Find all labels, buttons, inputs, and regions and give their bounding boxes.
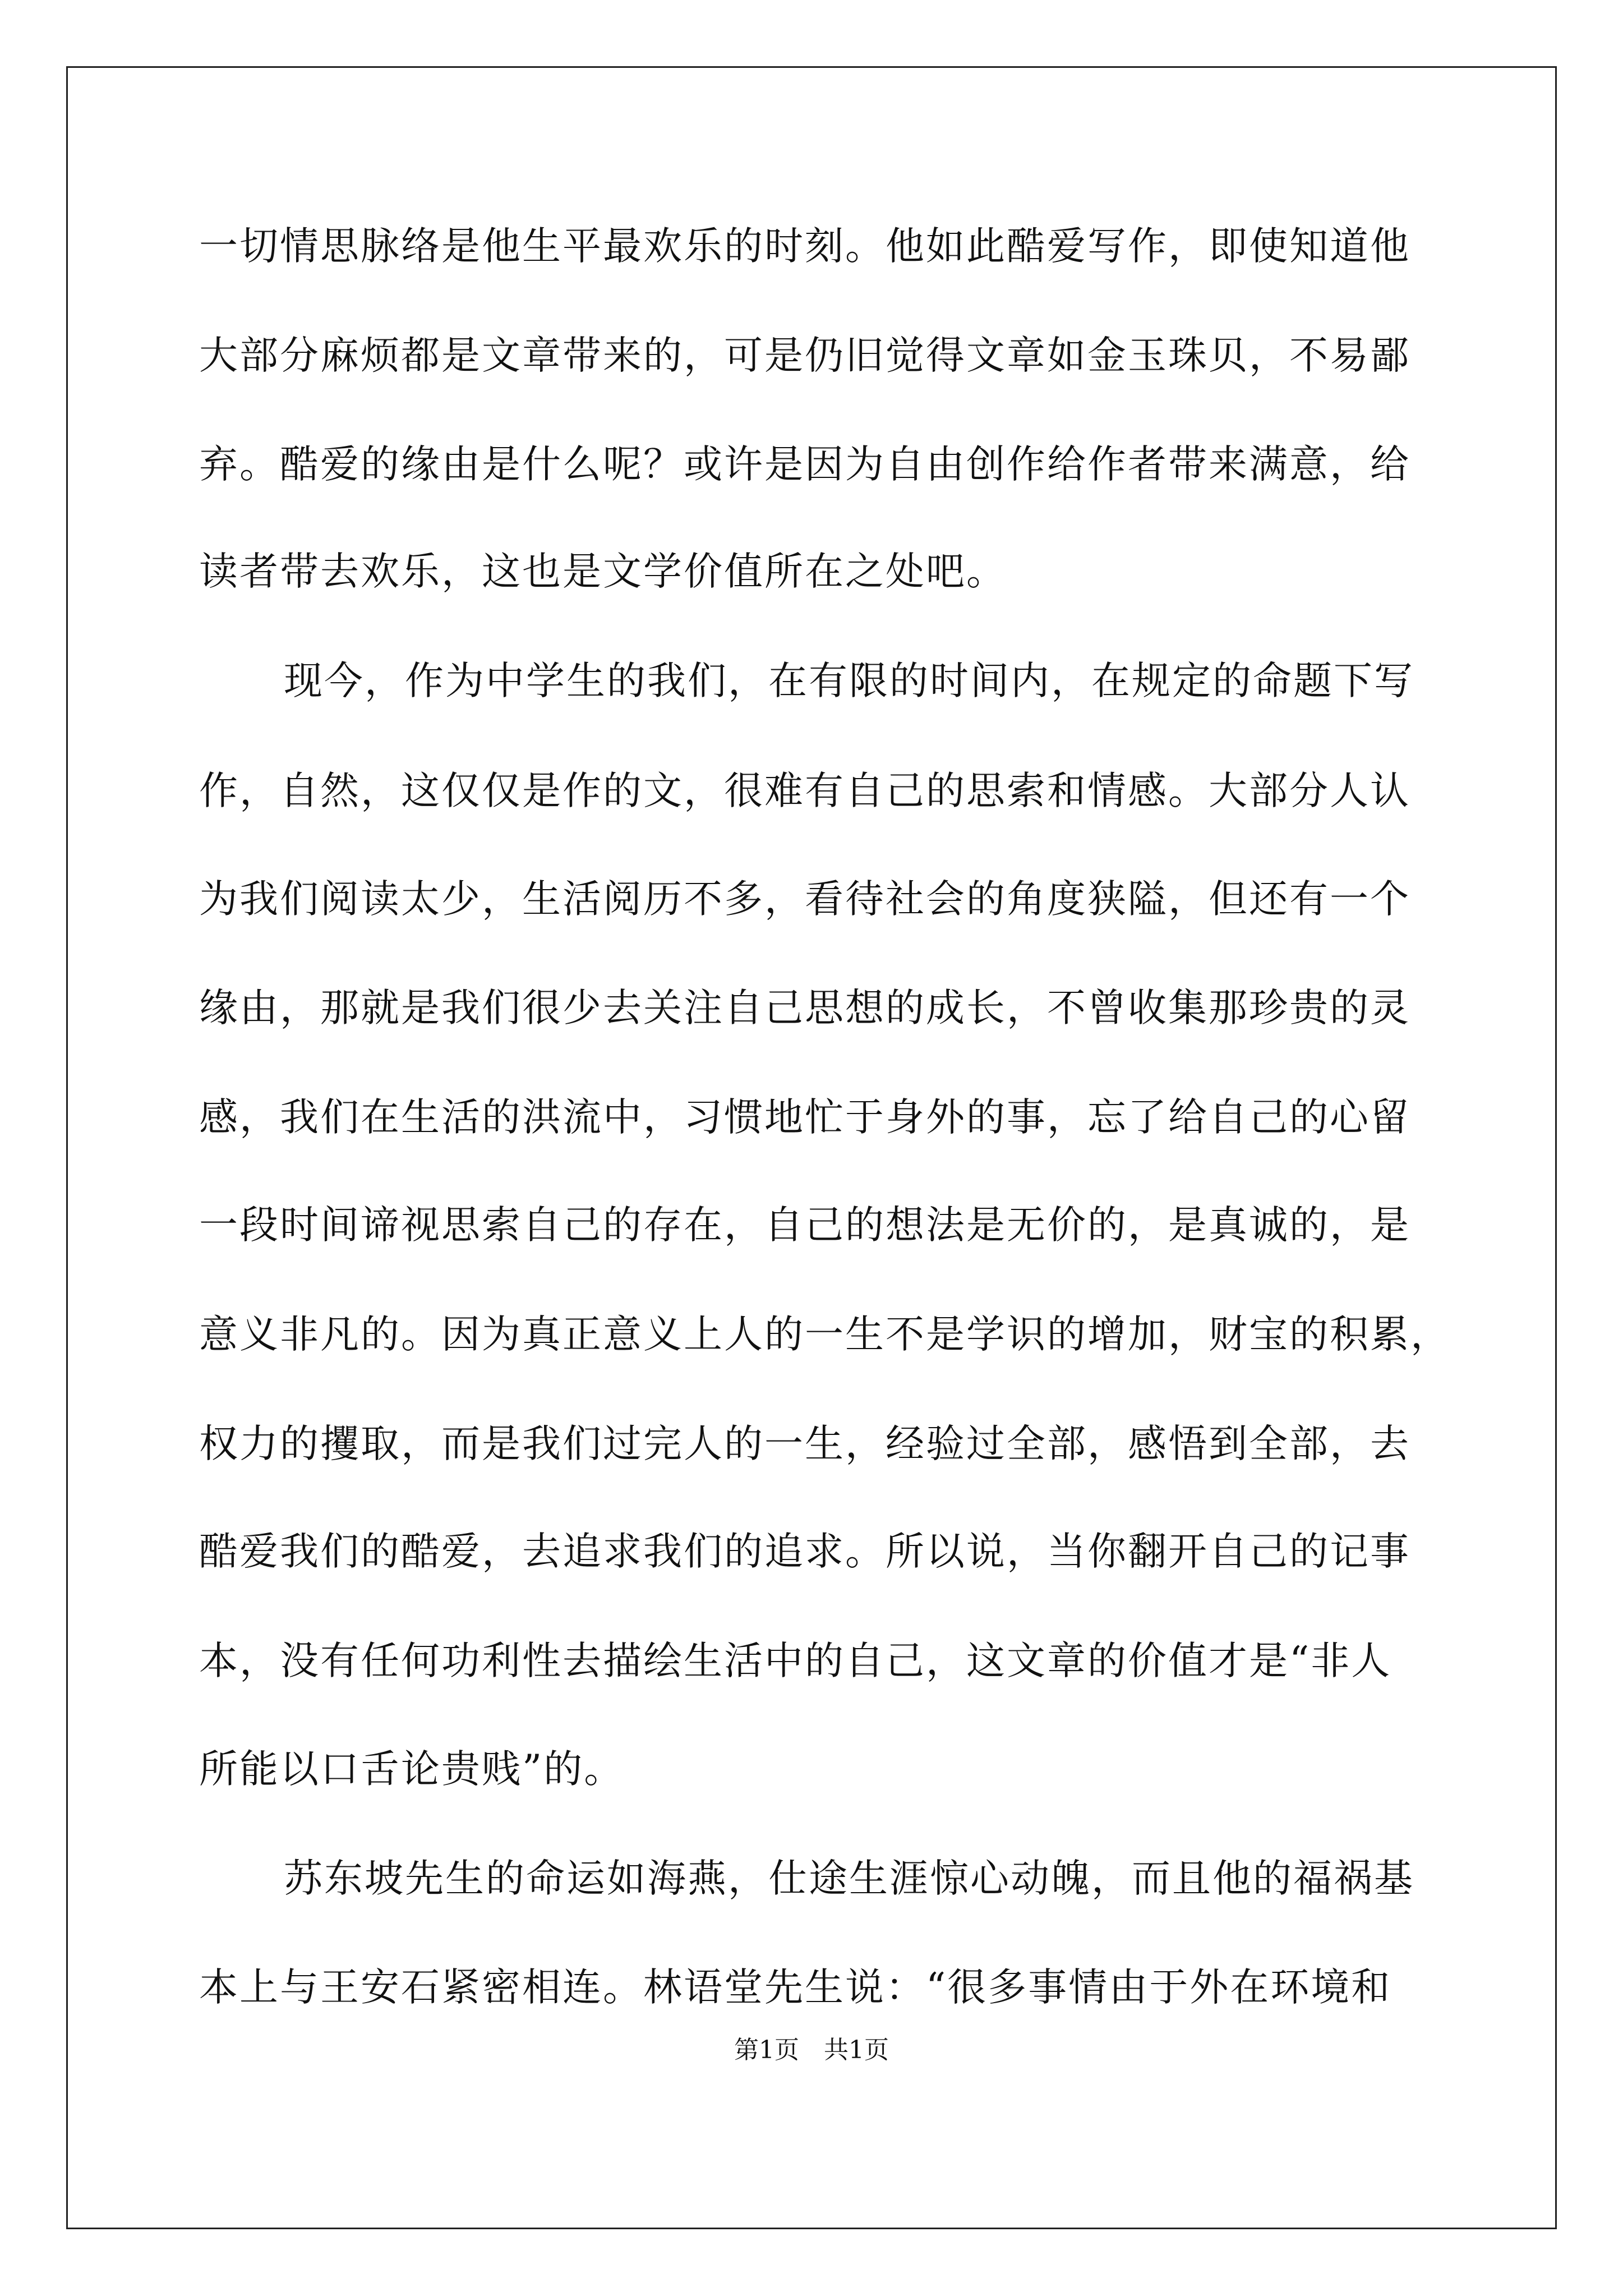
text-line: 本，没有任何功利性去描绘生活中的自己，这文章的价值才是“非人 [199,1639,1392,1683]
paragraph-start-line: 苏东坡先生的命运如海燕，仕途生涯惊心动魄，而且他的福祸基 [284,1856,1414,1901]
text-line: 一段时间谛视思索自己的存在，自己的想法是无价的，是真诚的，是 [199,1203,1410,1248]
text-line: 权力的攫取，而是我们过完人的一生，经验过全部，感悟到全部，去 [199,1421,1410,1466]
paragraph-start-line: 现今，作为中学生的我们，在有限的时间内，在规定的命题下写 [284,659,1414,703]
text-line: 本上与王安石紧密相连。林语堂先生说：“很多事情由于外在环境和 [199,1965,1392,2010]
text-line: 所能以口舌论贵贱”的。 [199,1747,625,1792]
text-line: 作，自然，这仅仅是作的文，很难有自己的思索和情感。大部分人认 [199,769,1410,813]
text-line: 大部分麻烦都是文章带来的，可是仍旧觉得文章如金玉珠贝，不易鄙 [199,333,1410,378]
text-line: 意义非凡的。因为真正意义上人的一生不是学识的增加，财宝的积累， [199,1312,1451,1357]
text-line: 感，我们在生活的洪流中，习惯地忙于身外的事，忘了给自己的心留 [199,1095,1410,1140]
text-line: 读者带去欢乐，这也是文学价值所在之处吧。 [199,549,1007,594]
page-number-footer: 第1页 共1页 [734,2036,889,2064]
text-line: 缘由，那就是我们很少去关注自己思想的成长，不曾收集那珍贵的灵 [199,986,1410,1030]
text-line: 酷爱我们的酷爱，去追求我们的追求。所以说，当你翻开自己的记事 [199,1529,1410,1574]
text-line: 弃。酷爱的缘由是什么呢？或许是因为自由创作给作者带来满意，给 [199,442,1410,487]
text-line: 一切情思脉络是他生平最欢乐的时刻。他如此酷爱写作，即使知道他 [199,224,1410,269]
text-line: 为我们阅读太少，生活阅历不多，看待社会的角度狭隘，但还有一个 [199,877,1410,922]
